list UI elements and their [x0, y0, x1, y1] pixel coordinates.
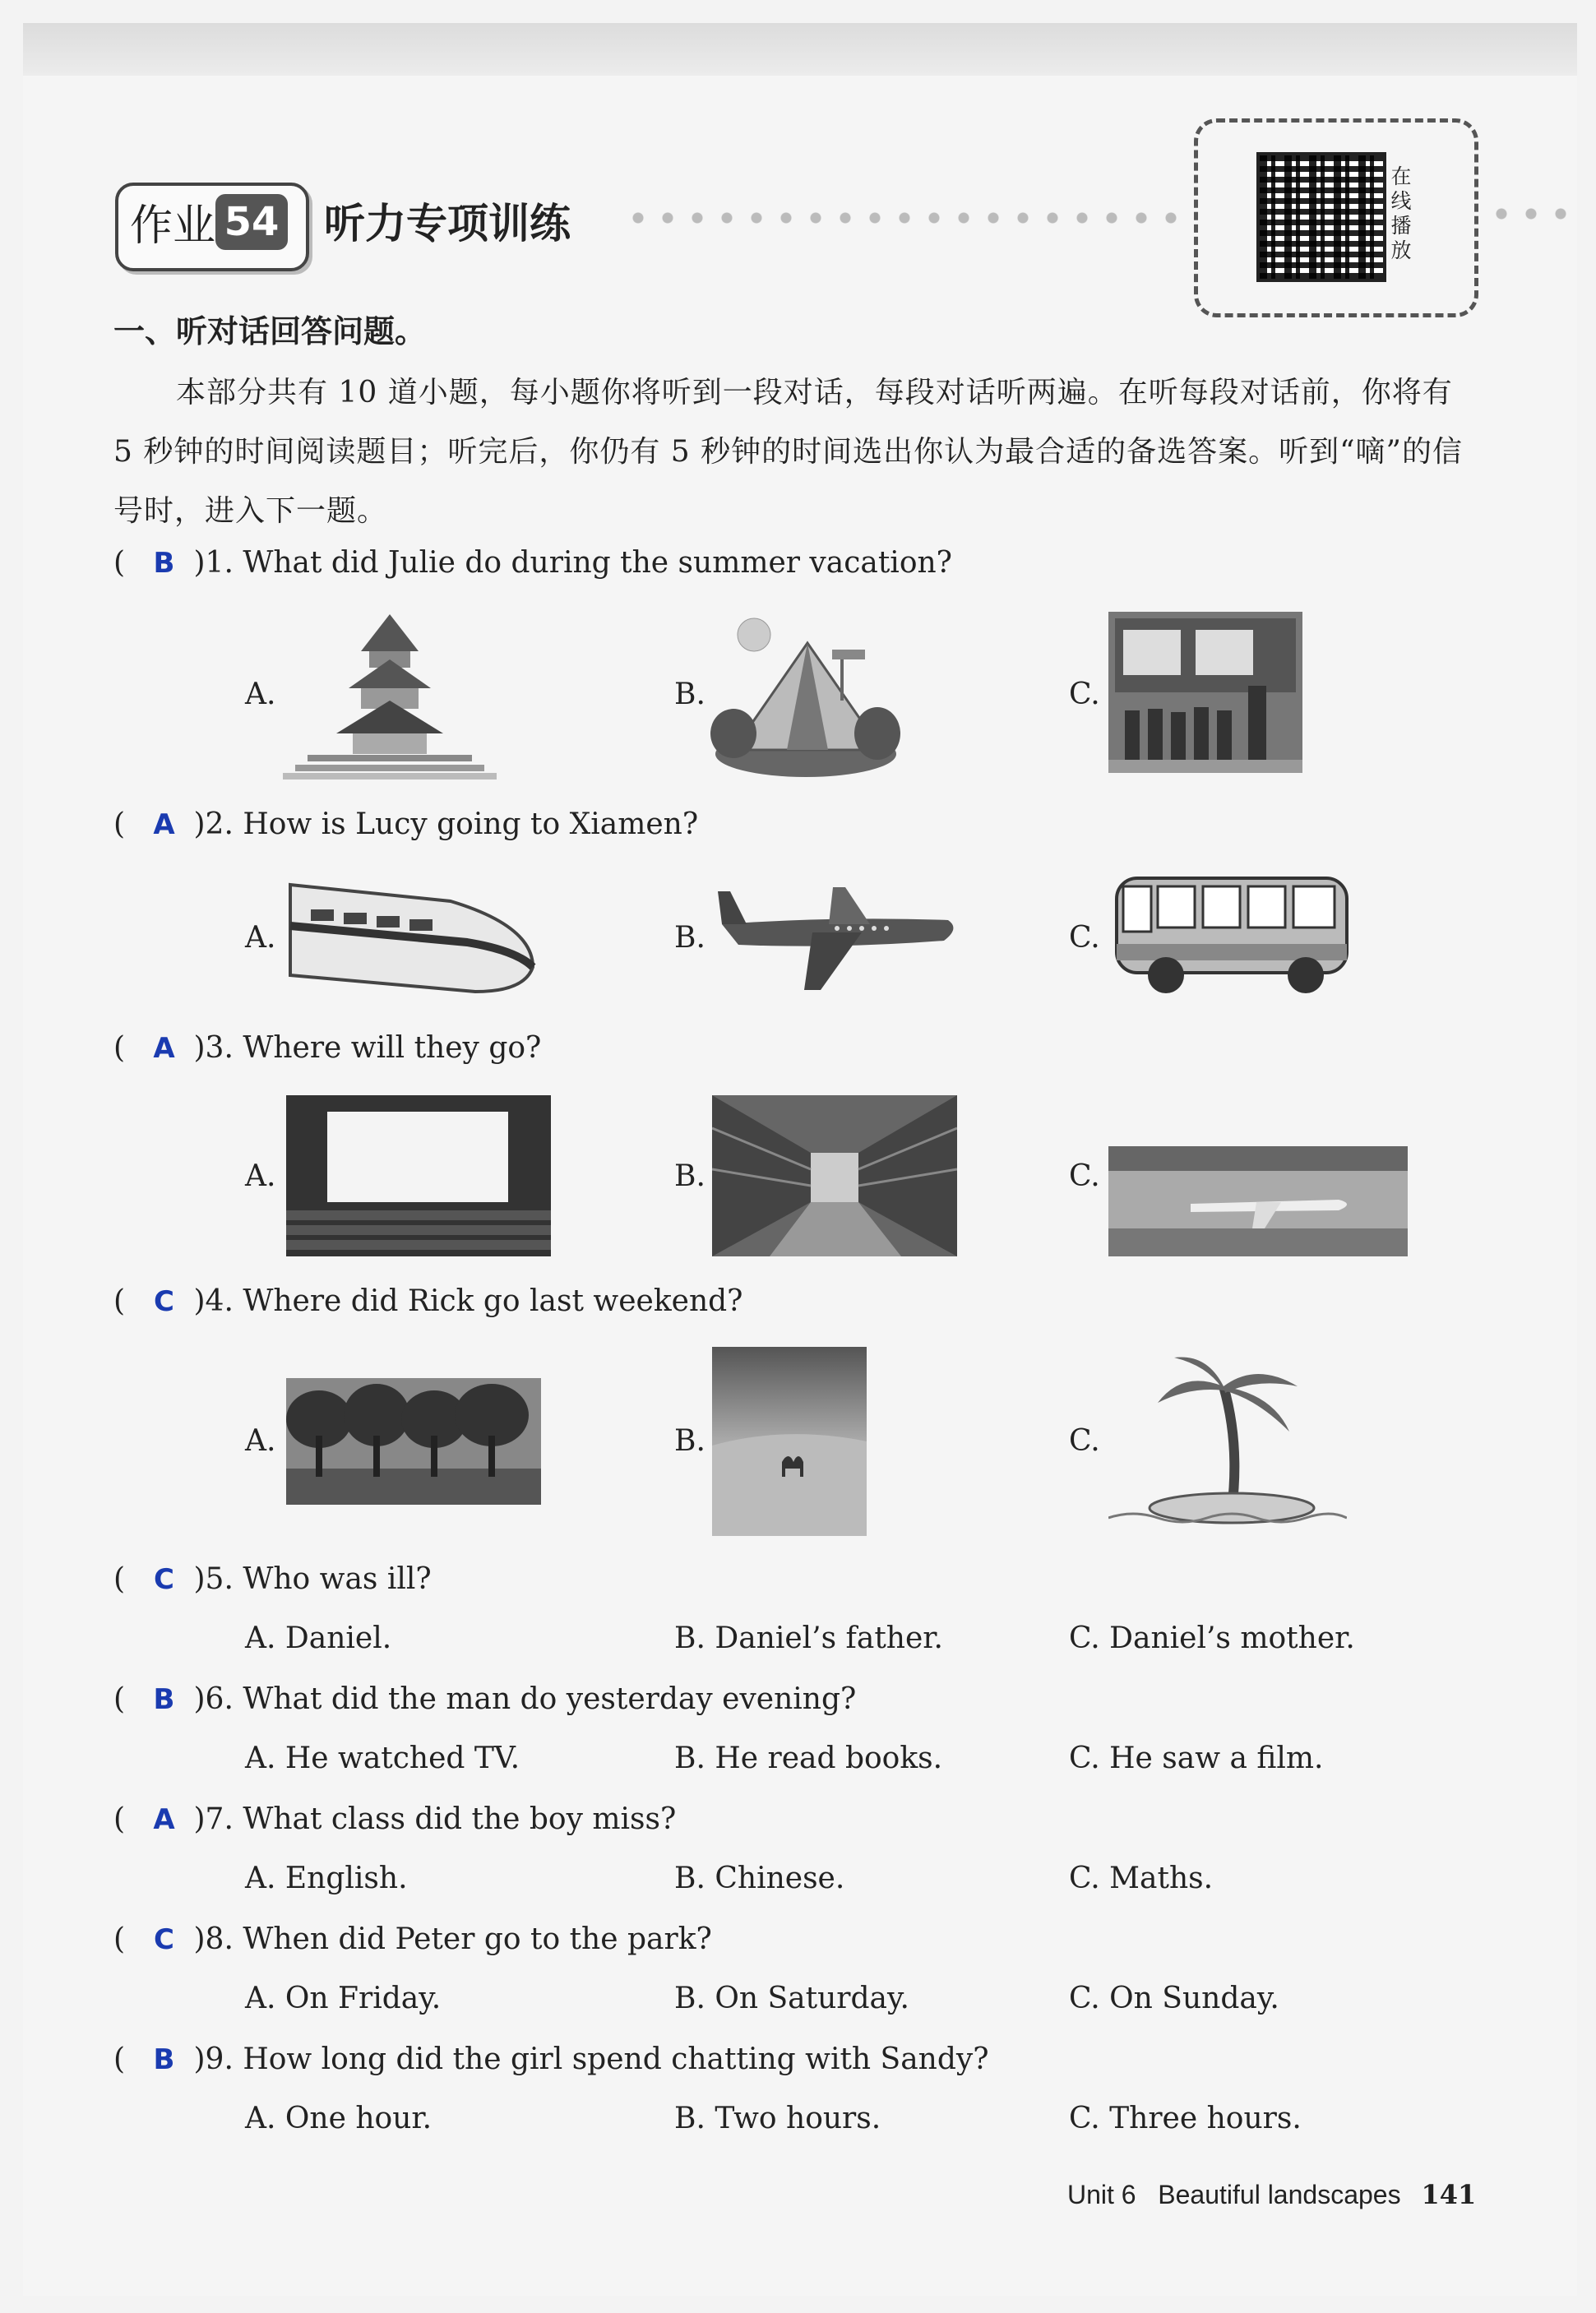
option-label: B. [674, 1159, 705, 1193]
option-label: A. [245, 921, 276, 955]
option-label: A. [245, 678, 276, 711]
question-text: 3. Where will they go? [205, 1031, 542, 1065]
dotted-divider [623, 212, 1182, 224]
unit-title: Beautiful landscapes [1158, 2180, 1401, 2209]
beach-icon[interactable] [1108, 1353, 1347, 1524]
option-a: A. One hour. [245, 2102, 433, 2135]
question-1: ( B )1. What did Julie do during the summer vacation? [113, 546, 952, 580]
option-b: B. He read books. [674, 1742, 943, 1775]
section-instructions: 本部分共有 10 道小题，每小题你将听到一段对话，每段对话听两遍。在听每段对话前，你将有 5 秒钟的时间阅读题目；听完后，你仍有 5 秒钟的时间选出你认为最合适的备选答案。听到“嘀”的信号时，进入下一题。 [113, 376, 1463, 528]
scan-top-bar [23, 23, 1577, 76]
forest-icon[interactable] [286, 1378, 541, 1505]
question-5: ( C )5. Who was ill? [113, 1562, 432, 1596]
question-text: 8. When did Peter go to the park? [205, 1922, 712, 1956]
answer-8: C [154, 1923, 174, 1956]
cinema-icon[interactable] [286, 1095, 551, 1256]
option-label: C. [1069, 921, 1100, 955]
option-label: A. [245, 1424, 276, 1458]
answer-1: B [153, 547, 175, 580]
question-text: 1. What did Julie do during the summer vacation? [205, 546, 952, 580]
option-b: B. On Saturday. [674, 1982, 909, 2015]
option-label: C. [1069, 678, 1100, 711]
option-c: C. On Sunday. [1069, 1982, 1279, 2015]
answer-5: C [154, 1563, 174, 1596]
question-4: ( C )4. Where did Rick go last weekend? [113, 1284, 743, 1318]
option-label: C. [1069, 1159, 1100, 1193]
option-a: A. He watched TV. [245, 1742, 520, 1775]
option-c: C. He saw a film. [1069, 1742, 1324, 1775]
answer-3: A [153, 1032, 175, 1065]
dotted-divider-right [1487, 208, 1577, 220]
option-b: B. Two hours. [674, 2102, 881, 2135]
tent-icon[interactable] [709, 610, 902, 779]
question-text: 7. What class did the boy miss? [205, 1802, 677, 1836]
page-number: 141 [1421, 2179, 1477, 2210]
airport-icon[interactable] [1108, 1146, 1408, 1256]
answer-4: C [154, 1285, 174, 1318]
question-6: ( B )6. What did the man do yesterday evening? [113, 1682, 857, 1716]
option-label: C. [1069, 1424, 1100, 1458]
museum-icon[interactable] [1108, 612, 1302, 773]
temple-icon[interactable] [283, 610, 497, 779]
option-label: A. [245, 1159, 276, 1193]
page-footer [1067, 2179, 1476, 2210]
question-8: ( C )8. When did Peter go to the park? [113, 1922, 712, 1956]
page-title: 听力专项训练 [324, 200, 571, 247]
option-a: A. Daniel. [245, 1621, 392, 1655]
option-b: B. Chinese. [674, 1862, 845, 1895]
section-heading: 一、听对话回答问题。 [113, 313, 427, 349]
option-label: B. [674, 921, 705, 955]
answer-9: B [153, 2043, 175, 2076]
question-text: 6. What did the man do yesterday evening? [205, 1682, 857, 1716]
question-text: 9. How long did the girl spend chatting with Sandy? [205, 2042, 989, 2076]
answer-2: A [153, 808, 175, 841]
qr-code-icon[interactable] [1256, 152, 1386, 282]
option-b: B. Daniel’s father. [674, 1621, 943, 1655]
question-2: ( A )2. How is Lucy going to Xiamen? [113, 807, 699, 841]
library-icon[interactable] [712, 1095, 957, 1256]
answer-7: A [153, 1803, 175, 1836]
unit-label: Unit 6 [1067, 2180, 1136, 2209]
question-text: 5. Who was ill? [205, 1562, 432, 1596]
option-a: A. English. [245, 1862, 408, 1895]
train-icon[interactable] [286, 877, 539, 1002]
question-7: ( A )7. What class did the boy miss? [113, 1802, 677, 1836]
option-c: C. Three hours. [1069, 2102, 1302, 2135]
badge-number: 54 [215, 194, 288, 250]
qr-label: 在线播放 [1390, 164, 1412, 262]
option-c: C. Maths. [1069, 1862, 1214, 1895]
option-label: B. [674, 1424, 705, 1458]
answer-6: B [153, 1683, 175, 1716]
question-3: ( A )3. Where will they go? [113, 1031, 542, 1065]
question-text: 4. Where did Rick go last weekend? [205, 1284, 743, 1318]
option-label: B. [674, 678, 705, 711]
question-text: 2. How is Lucy going to Xiamen? [205, 807, 699, 841]
badge-text: 作业 [130, 201, 216, 251]
plane-icon[interactable] [714, 883, 960, 993]
question-9: ( B )9. How long did the girl spend chatting with Sandy? [113, 2042, 989, 2076]
option-a: A. On Friday. [245, 1982, 442, 2015]
option-c: C. Daniel’s mother. [1069, 1621, 1355, 1655]
bus-icon[interactable] [1108, 870, 1355, 1002]
desert-icon[interactable] [712, 1347, 867, 1536]
